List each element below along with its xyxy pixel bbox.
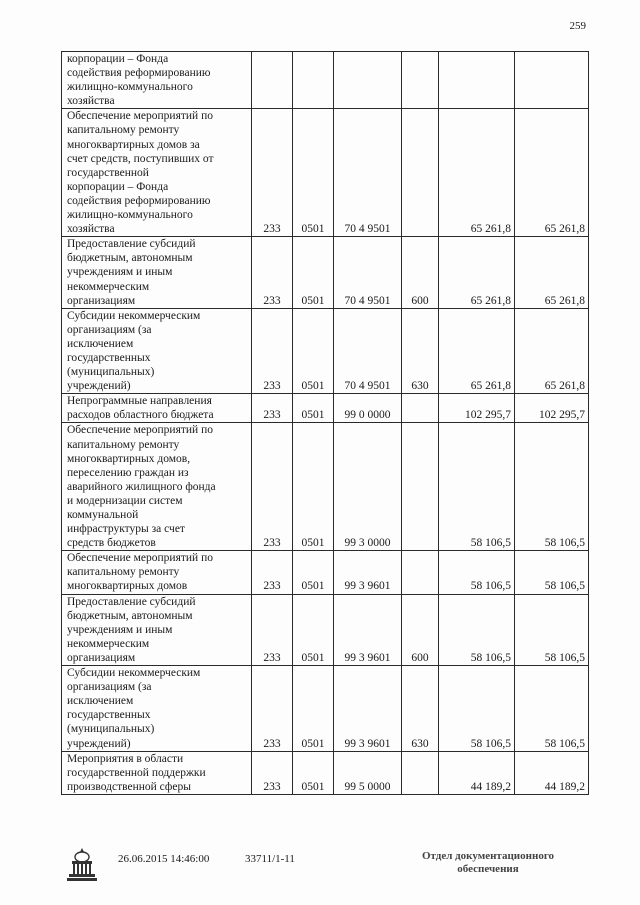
row-name-cell: Предоставление субсидий бюджетным, автономным учреждениям и иным некоммерческим организациям: [62, 237, 252, 308]
section-code-cell: 0501: [293, 666, 334, 752]
row-name-cell: Обеспечение мероприятий по капитальному ремонту многоквартирных домов: [62, 551, 252, 594]
target-article-cell: 99 3 9601: [334, 551, 402, 594]
expense-type-cell: 600: [402, 237, 439, 308]
target-article-cell: 99 3 9601: [334, 666, 402, 752]
expense-type-cell: 600: [402, 594, 439, 665]
target-article-cell: [334, 52, 402, 109]
duma-building-emblem-icon: [66, 846, 98, 882]
footer-date: 26.06.2015 14:46:00: [118, 853, 210, 865]
sum-cell-2: 65 261,8: [515, 237, 589, 308]
ministry-code-cell: 233: [252, 308, 293, 394]
row-name-cell: Непрограммные направления расходов областного бюджета: [62, 394, 252, 423]
expense-type-cell: [402, 394, 439, 423]
table-row: [62, 109, 589, 237]
sum-cell-1: 44 189,2: [439, 751, 515, 794]
sum-cell-2: 65 261,8: [515, 308, 589, 394]
sum-cell-1: 65 261,8: [439, 109, 515, 237]
section-code-cell: 0501: [293, 594, 334, 665]
table-row: [62, 751, 589, 794]
row-name-cell: Обеспечение мероприятий по капитальному ремонту многоквартирных домов за счет средств, поступивших от государственной корпорации – Фонда содействия реформированию жилищно-коммунального хозяйства: [62, 109, 252, 237]
sum-cell-1: 65 261,8: [439, 308, 515, 394]
target-article-cell: 70 4 9501: [334, 237, 402, 308]
sum-cell-2: 44 189,2: [515, 751, 589, 794]
expense-type-cell: [402, 751, 439, 794]
budget-table-wrapper: [61, 51, 588, 795]
row-name-cell: Мероприятия в области государственной поддержки производственной сферы: [62, 751, 252, 794]
section-code-cell: 0501: [293, 551, 334, 594]
table-row: [62, 666, 589, 752]
section-code-cell: 0501: [293, 308, 334, 394]
target-article-cell: 70 4 9501: [334, 308, 402, 394]
sum-cell-1: [439, 52, 515, 109]
section-code-cell: 0501: [293, 394, 334, 423]
budget-table: [61, 51, 589, 795]
sum-cell-1: 58 106,5: [439, 594, 515, 665]
target-article-cell: 99 0 0000: [334, 394, 402, 423]
expense-type-cell: 630: [402, 666, 439, 752]
row-name-cell: Субсидии некоммерческим организациям (за исключением государственных (муниципальных) учреждений): [62, 666, 252, 752]
budget-table-body: [62, 52, 589, 795]
ministry-code-cell: 233: [252, 594, 293, 665]
footer-document-number: 33711/1-11: [245, 853, 295, 865]
target-article-cell: 99 3 0000: [334, 423, 402, 551]
section-code-cell: 0501: [293, 423, 334, 551]
row-name-cell: Предоставление субсидий бюджетным, автономным учреждениям и иным некоммерческим организациям: [62, 594, 252, 665]
target-article-cell: 99 5 0000: [334, 751, 402, 794]
sum-cell-1: 102 295,7: [439, 394, 515, 423]
table-row: [62, 423, 589, 551]
table-row: [62, 52, 589, 109]
target-article-cell: 70 4 9501: [334, 109, 402, 237]
sum-cell-2: 58 106,5: [515, 594, 589, 665]
table-row: [62, 594, 589, 665]
section-code-cell: [293, 52, 334, 109]
target-article-cell: 99 3 9601: [334, 594, 402, 665]
sum-cell-2: [515, 52, 589, 109]
ministry-code-cell: [252, 52, 293, 109]
ministry-code-cell: 233: [252, 666, 293, 752]
page-number: 259: [569, 20, 586, 32]
sum-cell-2: 58 106,5: [515, 551, 589, 594]
section-code-cell: 0501: [293, 237, 334, 308]
expense-type-cell: [402, 423, 439, 551]
row-name-cell: корпорации – Фонда содействия реформированию жилищно-коммунального хозяйства: [62, 52, 252, 109]
ministry-code-cell: 233: [252, 751, 293, 794]
sum-cell-1: 58 106,5: [439, 551, 515, 594]
expense-type-cell: [402, 109, 439, 237]
sum-cell-2: 102 295,7: [515, 394, 589, 423]
row-name-cell: Обеспечение мероприятий по капитальному ремонту многоквартирных домов, переселению граждан из аварийного жилищного фонда и модернизации систем коммунальной инфраструктуры за счет средств бюджетов: [62, 423, 252, 551]
sum-cell-2: 65 261,8: [515, 109, 589, 237]
section-code-cell: 0501: [293, 751, 334, 794]
ministry-code-cell: 233: [252, 423, 293, 551]
expense-type-cell: [402, 52, 439, 109]
table-row: [62, 394, 589, 423]
expense-type-cell: [402, 551, 439, 594]
ministry-code-cell: 233: [252, 237, 293, 308]
sum-cell-2: 58 106,5: [515, 666, 589, 752]
footer-department-line2: обеспечения: [457, 863, 519, 875]
ministry-code-cell: 233: [252, 394, 293, 423]
row-name-cell: Субсидии некоммерческим организациям (за исключением государственных (муниципальных) учреждений): [62, 308, 252, 394]
table-row: [62, 308, 589, 394]
footer-department-line1: Отдел документационного: [421, 850, 555, 862]
table-row: [62, 237, 589, 308]
footer-department-stamp: [408, 850, 568, 876]
sum-cell-2: 58 106,5: [515, 423, 589, 551]
sum-cell-1: 65 261,8: [439, 237, 515, 308]
sum-cell-1: 58 106,5: [439, 666, 515, 752]
ministry-code-cell: 233: [252, 551, 293, 594]
section-code-cell: 0501: [293, 109, 334, 237]
ministry-code-cell: 233: [252, 109, 293, 237]
expense-type-cell: 630: [402, 308, 439, 394]
sum-cell-1: 58 106,5: [439, 423, 515, 551]
table-row: [62, 551, 589, 594]
